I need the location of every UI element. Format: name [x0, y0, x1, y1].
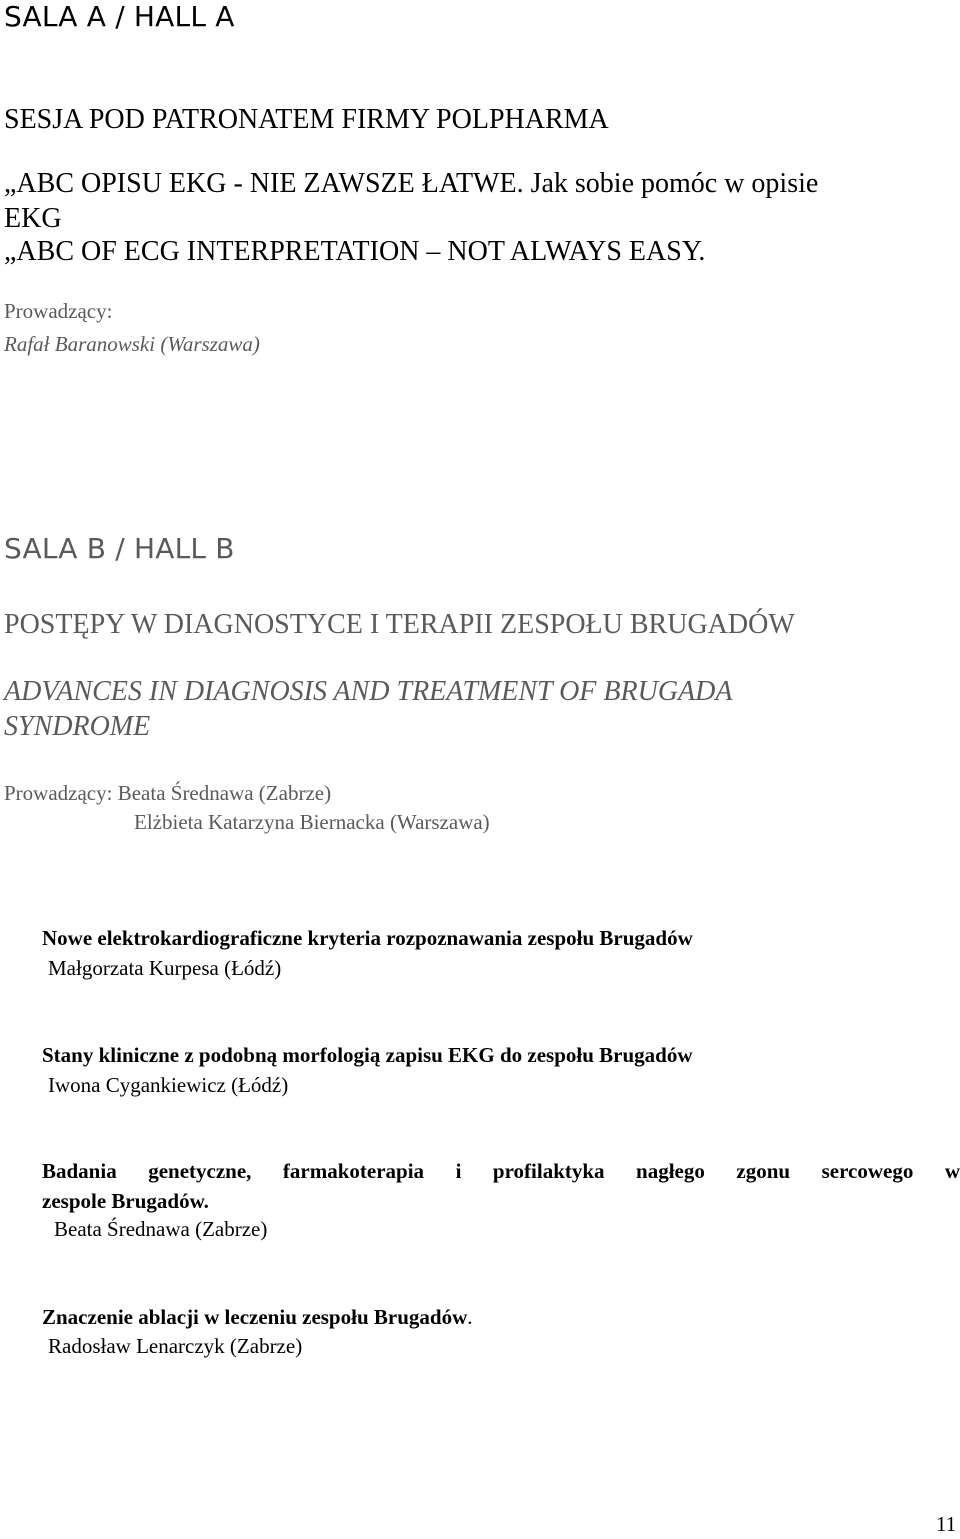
- talk-title-3-line2: zespole Brugadów.: [42, 1189, 209, 1213]
- talk-title-4-row: [42, 1305, 472, 1330]
- talk-title-4: Znaczenie ablacji w leczeniu zespołu Brugadów: [42, 1305, 468, 1329]
- hall-a-title-pl-line2: EKG: [4, 203, 62, 234]
- talk-title-1: Nowe elektrokardiograficzne kryteria rozpoznawania zespołu Brugadów: [42, 926, 693, 950]
- hall-b-chair-line1: Prowadzący: Beata Średnawa (Zabrze): [4, 781, 332, 805]
- hall-b-title-en-line1: ADVANCES IN DIAGNOSIS AND TREATMENT OF BRUGADA: [4, 676, 733, 707]
- talk-title-2: Stany kliniczne z podobną morfologią zapisu EKG do zespołu Brugadów: [42, 1043, 693, 1067]
- hall-b-heading: SALA B / HALL B: [4, 532, 235, 565]
- hall-a-chair-name: Rafał Baranowski (Warszawa): [4, 332, 260, 356]
- hall-a-title-en: „ABC OF ECG INTERPRETATION – NOT ALWAYS EASY.: [4, 236, 706, 267]
- talk-speaker-2: Iwona Cygankiewicz (Łódź): [48, 1073, 289, 1097]
- talk-title-3-line1: Badania genetyczne, farmakoterapia i profilaktyka nagłego zgonu sercowego w: [42, 1159, 960, 1183]
- hall-a-title-pl-line1: „ABC OPISU EKG - NIE ZAWSZE ŁATWE. Jak sobie pomóc w opisie: [4, 168, 819, 199]
- talk-speaker-3: Beata Średnawa (Zabrze): [54, 1217, 268, 1241]
- talk-speaker-4: Radosław Lenarczyk (Zabrze): [48, 1334, 303, 1358]
- hall-b-title-pl: POSTĘPY W DIAGNOSTYCE I TERAPII ZESPOŁU BRUGADÓW: [4, 609, 795, 640]
- page-number: 11: [936, 1512, 957, 1536]
- hall-a-chair-label: Prowadzący:: [4, 299, 113, 323]
- hall-a-heading: SALA A / HALL A: [4, 0, 235, 33]
- hall-b-title-en-line2: SYNDROME: [4, 711, 151, 742]
- hall-b-chair-line2: Elżbieta Katarzyna Biernacka (Warszawa): [134, 810, 490, 834]
- hall-a-session: SESJA POD PATRONATEM FIRMY POLPHARMA: [4, 104, 609, 135]
- talk-title-4-suffix: .: [467, 1305, 473, 1329]
- talk-speaker-1: Małgorzata Kurpesa (Łódź): [48, 956, 282, 980]
